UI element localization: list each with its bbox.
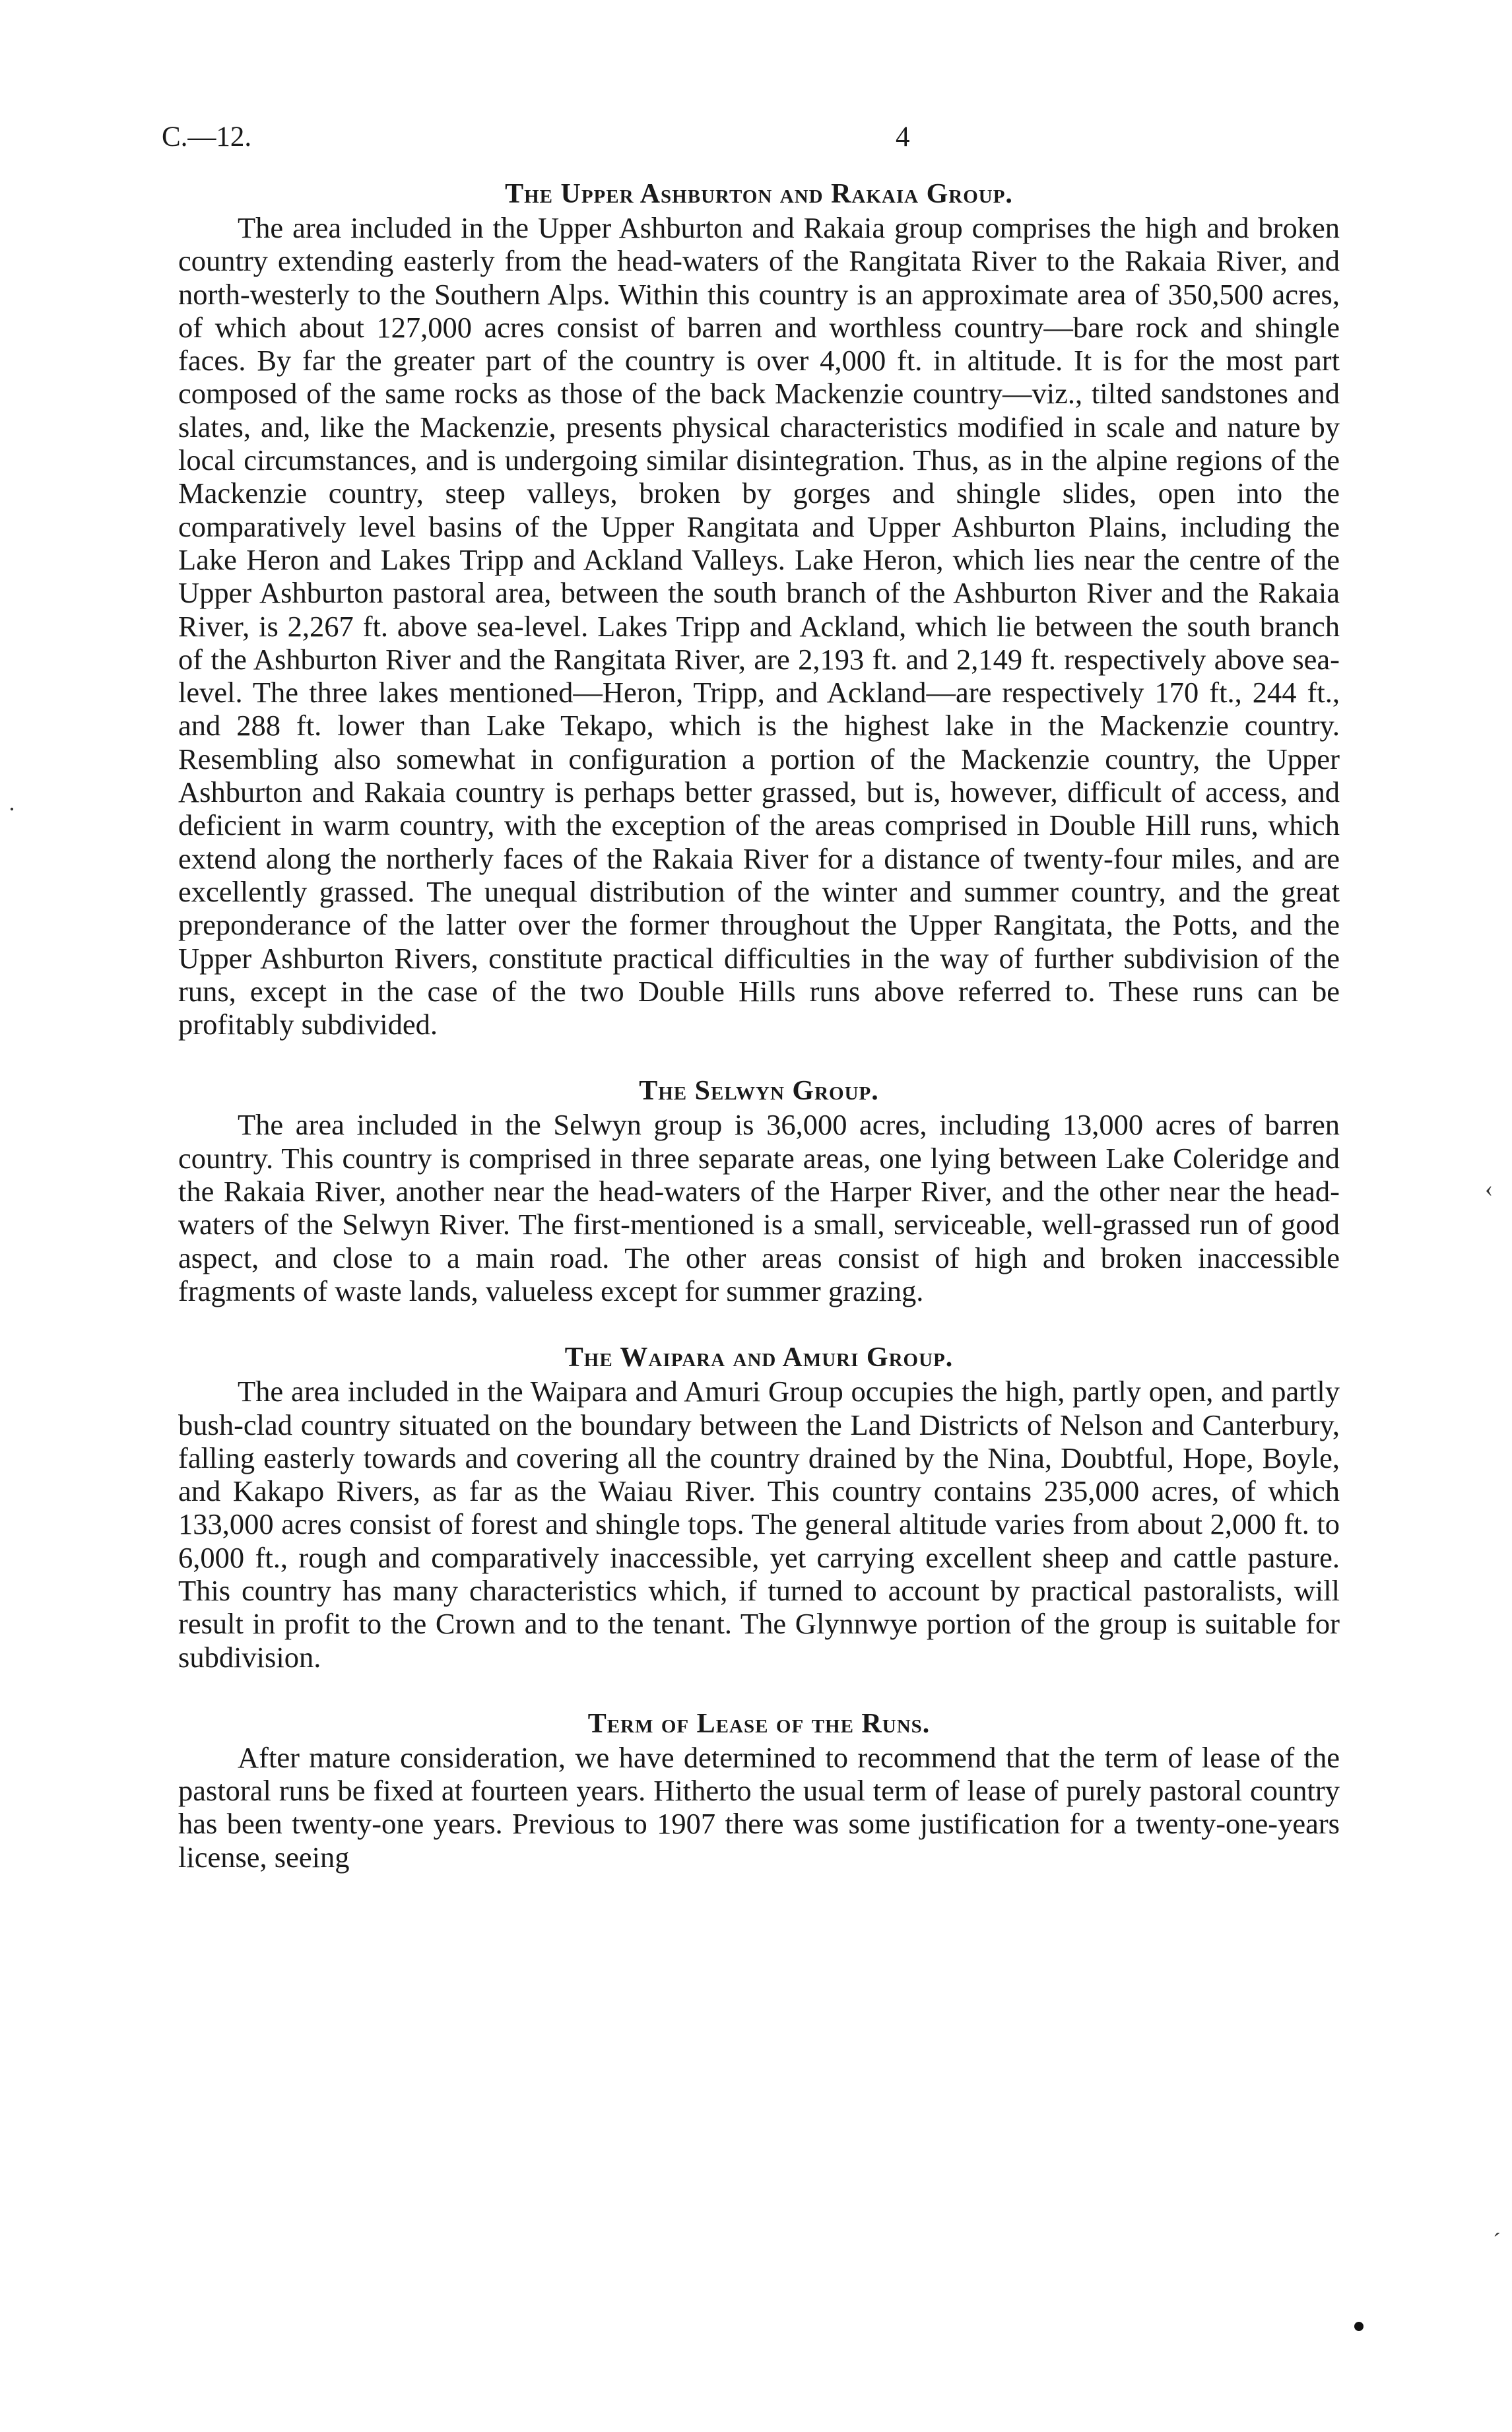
section-body-upper-ashburton: The area included in the Upper Ashburton and Rakaia group comprises the high and broken country extending easterly from the head-waters of the Rangitata River to the Rakaia River, and north-westerly to the Southern Alps. Within this country is an approximate area of 350,500 acres, of which about 127,000 acres consist of barren and worthless country—bare rock and shingle faces. By far the greater part of the country is over 4,000 ft. in altitude. It is for the most part composed of the same rocks as those of the back Mackenzie country—viz., tilted sandstones and slates, and, like the Mackenzie, presents physical characteristics modified in scale and nature by local circumstances, and is undergoing similar disintegration. Thus, as in the alpine regions of the Mackenzie country, steep valleys, broken by gorges and shingle slides, open into the comparatively level basins of the Upper Rangitata and Upper Ashburton Plains, including the Lake Heron and Lakes Tripp and Ackland Valleys. Lake Heron, which lies near the centre of the Upper Ashburton pastoral area, between the south branch of the Ashburton River and the Rakaia River, is 2,267 ft. above sea-level. Lakes Tripp and Ackland, which lie between the south branch of the Ashburton River and the Rangitata River, are 2,193 ft. and 2,149 ft. respectively above sea-level. The three lakes mentioned—Heron, Tripp, and Ackland—are respectively 170 ft., 244 ft., and 288 ft. lower than Lake Tekapo, which is the highest lake in the Mackenzie country. Resembling also somewhat in configuration a portion of the Mackenzie country, the Upper Ashburton and Rakaia country is perhaps better grassed, but is, however, difficult of access, and deficient in warm country, with the exception of the areas comprised in Double Hill runs, which extend along the northerly faces of the Rakaia River for a distance of twenty-four miles, and are excellently grassed. The unequal distribution of the winter and summer country, and the great preponderance of the latter over the former throughout the Upper Rangitata, the Potts, and the Upper Ashburton Rivers, constitute practical difficulties in the way of further subdivision of the runs, except in the case of the two Double Hills runs above referred to. These runs can be profitably subdivided. — [178, 211, 1340, 1041]
section-title-waipara-amuri: The Waipara and Amuri Group. — [564, 1342, 954, 1373]
section-title-term-of-lease: Term of Lease of the Runs. — [587, 1708, 931, 1739]
scan-tick-mark: ‹ — [1485, 1175, 1493, 1202]
scan-tick-mark-lower: ´ — [1493, 2228, 1501, 2254]
scan-speck-mark: · — [8, 796, 16, 822]
document-code: C.—12. — [162, 121, 252, 152]
scan-dot-mark — [1354, 2322, 1364, 2331]
document-body — [178, 177, 1340, 1874]
section-title-selwyn: The Selwyn Group. — [639, 1076, 879, 1107]
section-body-selwyn: The area included in the Selwyn group is 36,000 acres, including 13,000 acres of barren country. This country is comprised in three separate areas, one lying between Lake Coleridge and the Rakaia River, another near the head-waters of the Harper River, and the other near the head-waters of the Selwyn River. The first-mentioned is a small, serviceable, well-grassed run of good aspect, and close to a main road. The other areas consist of high and broken inaccessible fragments of waste lands, valueless except for summer grazing. — [178, 1108, 1340, 1307]
section-title-upper-ashburton: The Upper Ashburton and Rakaia Group. — [505, 179, 1013, 209]
page-header — [162, 117, 1343, 157]
section-body-waipara-amuri: The area included in the Waipara and Amuri Group occupies the high, partly open, and partly bush-clad country situated on the boundary between the Land Districts of Nelson and Canterbury, falling easterly towards and covering all the country drained by the Nina, Doubtful, Hope, Boyle, and Kakapo Rivers, as far as the Waiau River. This country contains 235,000 acres, of which 133,000 acres consist of forest and shingle tops. The general altitude varies from about 2,000 ft. to 6,000 ft., rough and comparatively inaccessible, yet carrying excellent sheep and cattle pasture. This country has many characteristics which, if turned to account by practical pastoralists, will result in profit to the Crown and to the tenant. The Glynnwye portion of the group is suitable for subdivision. — [178, 1375, 1340, 1674]
section-body-term-of-lease: After mature consideration, we have determined to recommend that the term of lease of the pastoral runs be fixed at fourteen years. Hitherto the usual term of lease of purely pastoral country has been twenty-one years. Previous to 1907 there was some justification for a twenty-one-years license, seeing — [178, 1740, 1340, 1874]
page-number: 4 — [896, 121, 910, 152]
